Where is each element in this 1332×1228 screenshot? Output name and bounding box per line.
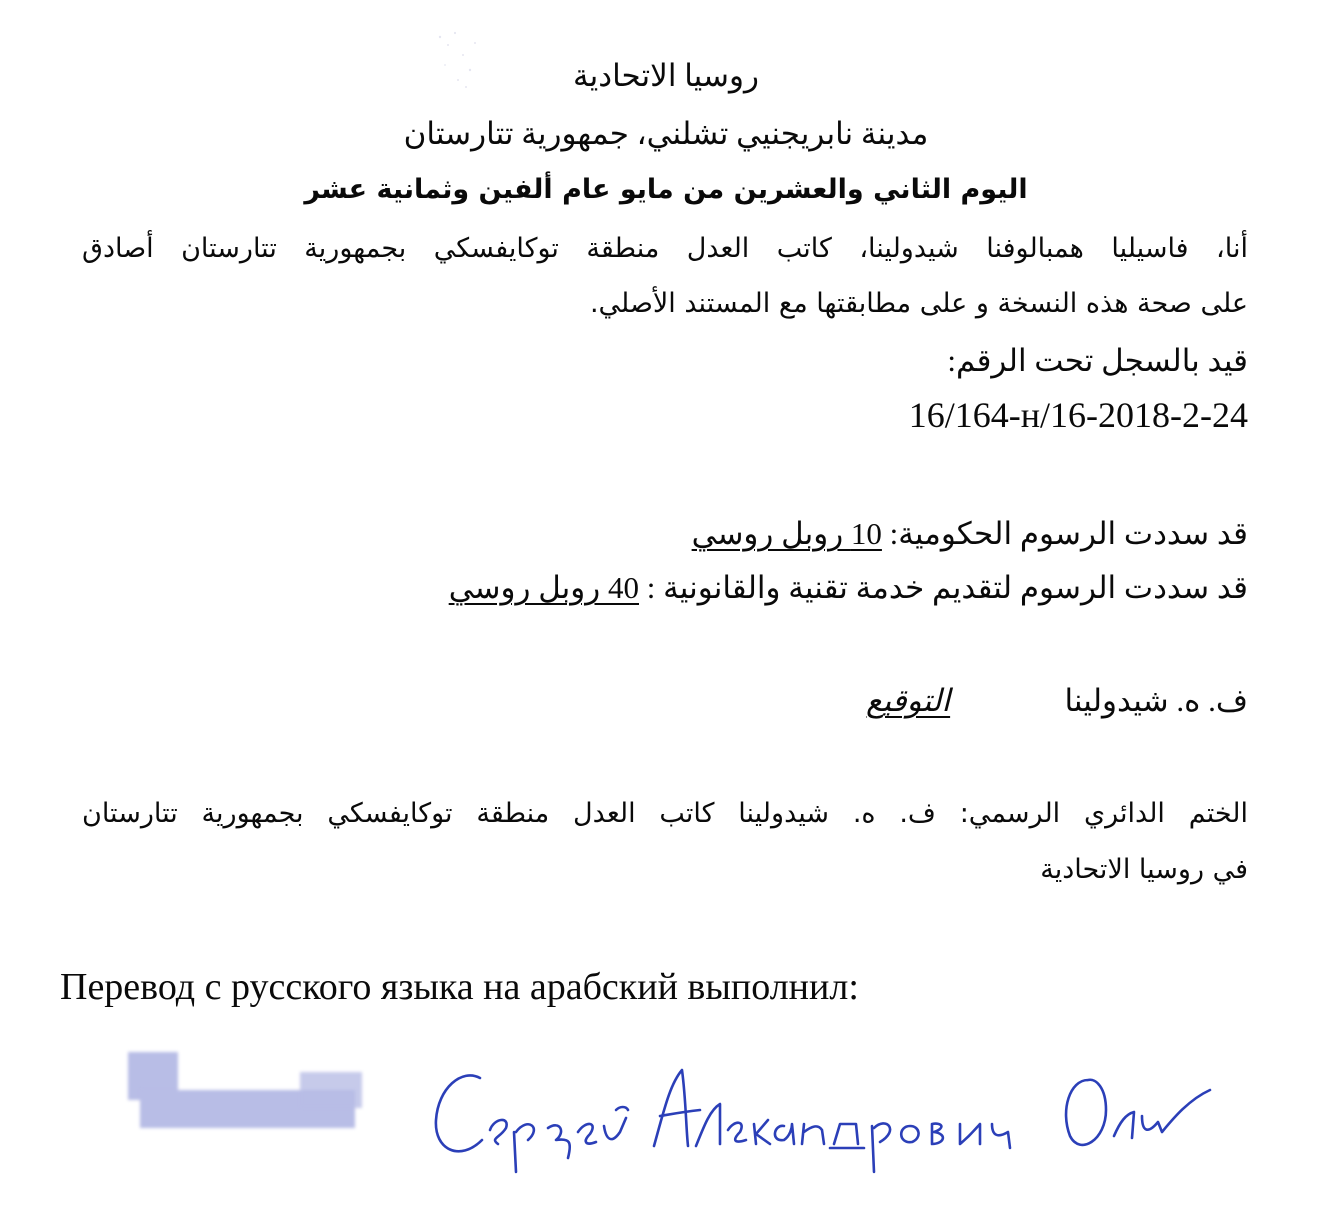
registry-number: 16/164-н/16-2018-2-24 [908, 395, 1248, 435]
state-fee-label: قد سددت الرسوم الحكومية: [889, 516, 1248, 551]
signature-placeholder: التوقيع [866, 683, 951, 718]
translator-label: Перевод с русского языка на арабский выполнил: [60, 966, 859, 1008]
header-city: مدينة نابريجنيي تشلني، جمهورية تتارستان [403, 116, 929, 151]
service-fee-line [449, 572, 1248, 603]
service-fee-amount: 40 روبل روسي [448, 570, 639, 605]
seal-description-line-2: في روسيا الاتحادية [1040, 854, 1248, 885]
state-fee-amount: 10 روبل روسي [691, 516, 882, 551]
header-date: اليوم الثاني والعشرين من مايو عام ألفين وثمانية عشر [304, 174, 1028, 205]
state-fee-line [692, 518, 1248, 549]
service-fee-label: قد سددت الرسوم لتقديم خدمة تقنية والقانونية : [646, 570, 1248, 605]
handwritten-signature [420, 1040, 1220, 1180]
registry-label: قيد بالسجل تحت الرقم: [947, 343, 1248, 378]
certification-line-2: على صحة هذه النسخة و على مطابقتها مع المستند الأصلي. [589, 288, 1248, 319]
certification-line-1: أنا، فاسيليا همبالوفنا شيدولينا، كاتب العدل منطقة توكايفسكي بجمهورية تتارستان أصادق [82, 233, 1248, 264]
seal-description-line-1: الختم الدائري الرسمي: ف. ه. شيدولينا كاتب العدل منطقة توكايفسكي بجمهورية تتارستان [82, 798, 1248, 829]
header-country: روسيا الاتحادية [573, 58, 759, 93]
notary-name: ف. ه. شيدولينا [1064, 683, 1248, 718]
